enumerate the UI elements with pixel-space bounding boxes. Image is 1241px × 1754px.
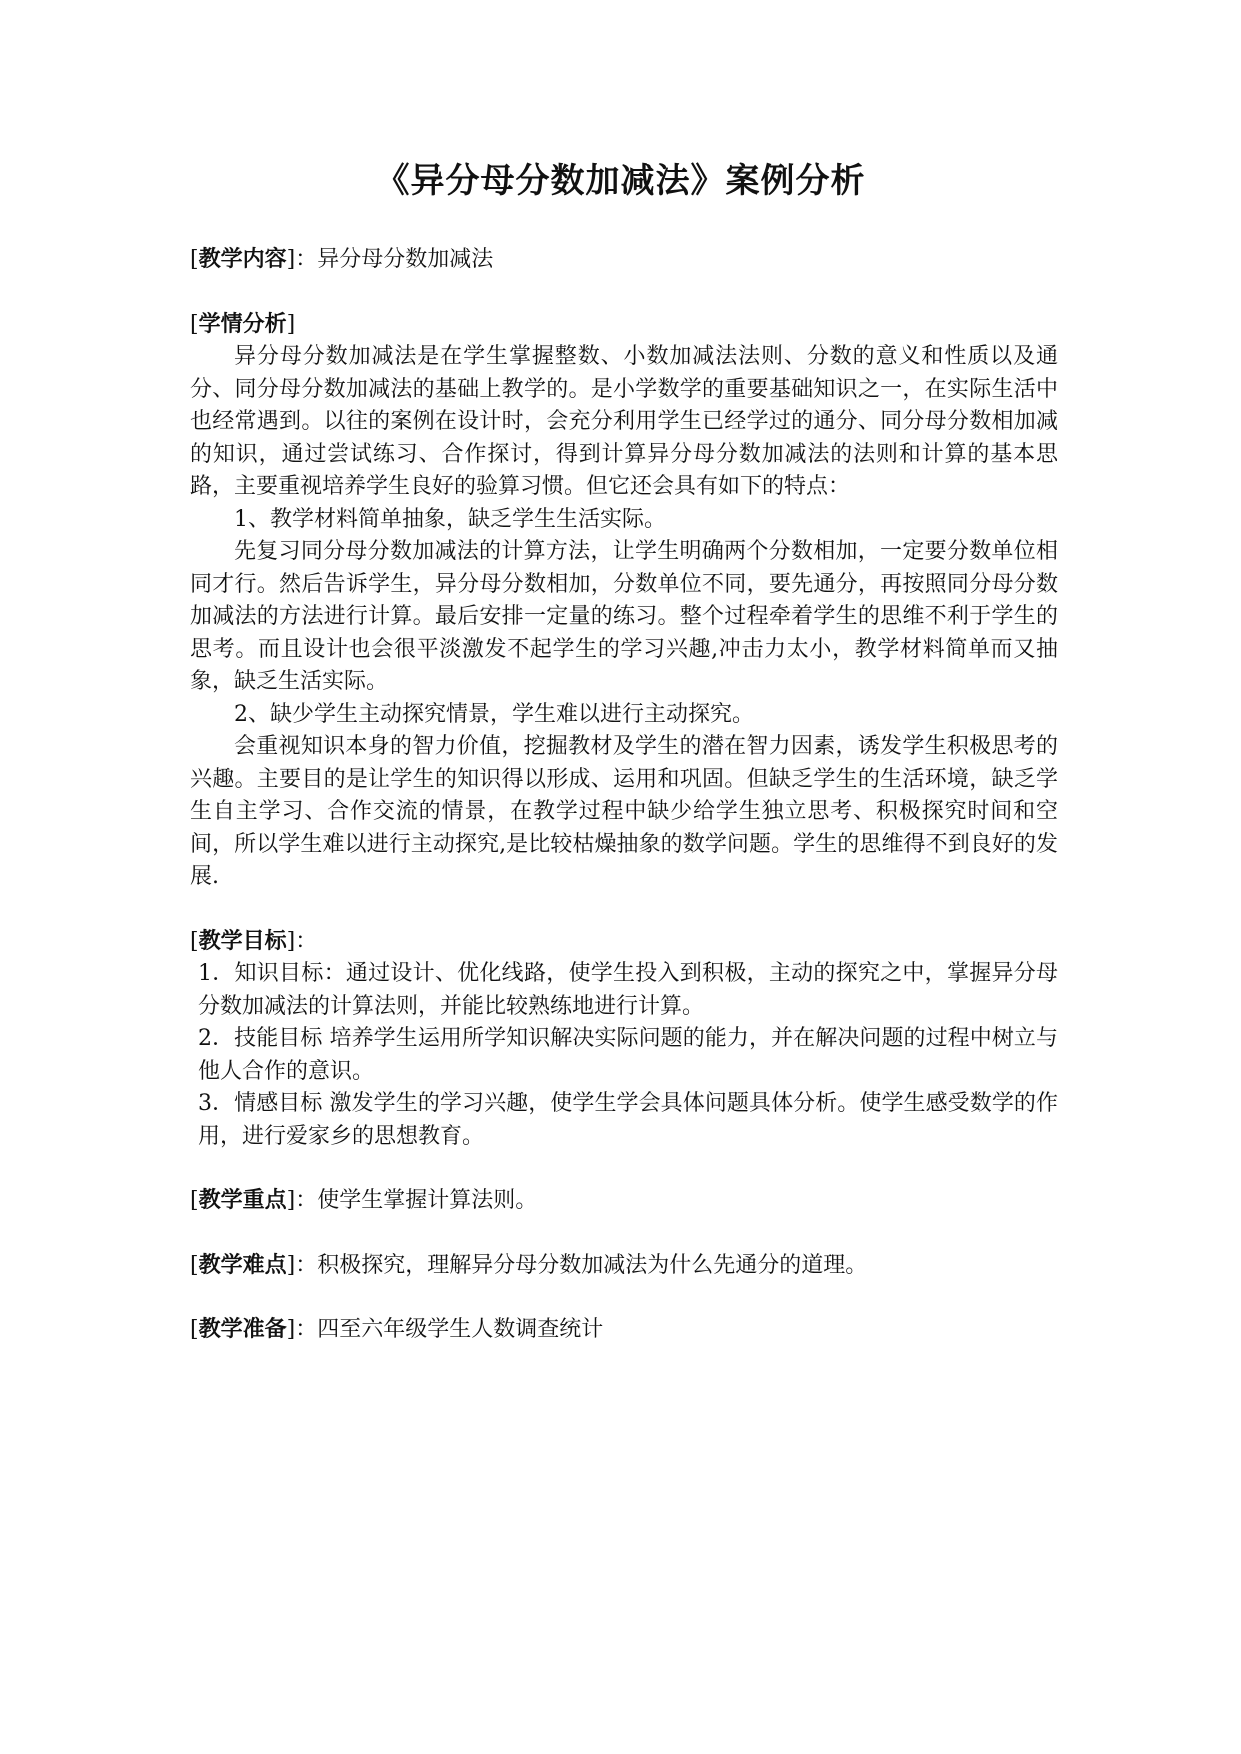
teaching-content-line: [教学内容]：异分母分数加减法 [190,247,494,272]
analysis-point-heading: 1、教学材料简单抽象，缺乏学生生活实际。 [234,506,666,532]
teaching-goals-heading: [教学目标]： [190,928,318,954]
difficulty-section [190,1250,1058,1283]
student-analysis-heading: [学情分析] [190,311,296,337]
preparation-line: [教学准备]：四至六年级学生人数调查统计 [190,1317,604,1342]
key-point-value: 使学生掌握计算法则。 [317,1188,538,1213]
difficulty-line: [教学难点]：积极探究，理解异分母分数加减法为什么先通分的道理。 [190,1252,868,1278]
document-title: 《异分母分数加减法》案例分析 [375,161,866,201]
key-point-label: 教学重点 [198,1188,287,1213]
analysis-point-heading: 2、缺少学生主动探究情景，学生难以进行主动探究。 [234,701,754,727]
document-body [190,244,1058,1379]
key-point-line: [教学重点]：使学生掌握计算法则。 [190,1188,538,1213]
teaching-content-label: 教学内容 [198,247,287,272]
teaching-content-heading: [教学内容] [190,247,296,272]
preparation-label: 教学准备 [198,1317,287,1342]
preparation-value: 四至六年级学生人数调查统计 [317,1317,604,1342]
teaching-content-value: 异分母分数加减法 [317,247,494,272]
teaching-goals-section [190,926,1058,1154]
preparation-section [190,1314,1058,1347]
goal-item: 3．情感目标 激发学生的学习兴趣，使学生学会具体问题具体分析。使学生感受数学的作用，进行爱家乡的思想教育。 [198,1091,1058,1149]
teaching-content-section [190,244,1058,277]
analysis-paragraph: 异分母分数加减法是在学生掌握整数、小数加减法法则、分数的意义和性质以及通分、同分母分数加减法的基础上教学的。是小学数学的重要基础知识之一，在实际生活中也经常遇到。以往的案例在设计时，会充分利用学生已经学过的通分、同分母分数相加减的知识，通过尝试练习、合作探讨，得到计算异分母分数加减法的法则和计算的基本思路，主要重视培养学生良好的验算习惯。但它还会具有如下的特点： [190,344,1058,499]
goal-item: 2．技能目标 培养学生运用所学知识解决实际问题的能力，并在解决问题的过程中树立与他人合作的意识。 [198,1026,1058,1084]
student-analysis-section [190,309,1058,894]
key-point-section [190,1185,1058,1218]
goal-item: 1．知识目标：通过设计、优化线路，使学生投入到积极，主动的探究之中，掌握异分母分数加减法的计算法则，并能比较熟练地进行计算。 [198,961,1058,1019]
difficulty-label: 教学难点 [198,1252,287,1278]
student-analysis-label: 学情分析 [198,311,287,337]
teaching-goals-label: 教学目标 [198,928,287,954]
analysis-paragraph: 会重视知识本身的智力价值，挖掘教材及学生的潜在智力因素，诱发学生积极思考的兴趣。主要目的是让学生的知识得以形成、运用和巩固。但缺乏学生的生活环境，缺乏学生自主学习、合作交流的情景，在教学过程中缺少给学生独立思考、积极探究时间和空间，所以学生难以进行主动探究,是比较枯燥抽象的数学问题。学生的思维得不到良好的发展. [190,734,1058,889]
analysis-paragraph: 先复习同分母分数加减法的计算方法，让学生明确两个分数相加，一定要分数单位相同才行。然后告诉学生，异分母分数相加，分数单位不同，要先通分，再按照同分母分数加减法的方法进行计算。最后安排一定量的练习。整个过程牵着学生的思维不利于学生的思考。而且设计也会很平淡激发不起学生的学习兴趣,冲击力太小，教学材料简单而又抽象，缺乏生活实际。 [190,539,1058,694]
difficulty-value: 积极探究，理解异分母分数加减法为什么先通分的道理。 [317,1252,868,1278]
